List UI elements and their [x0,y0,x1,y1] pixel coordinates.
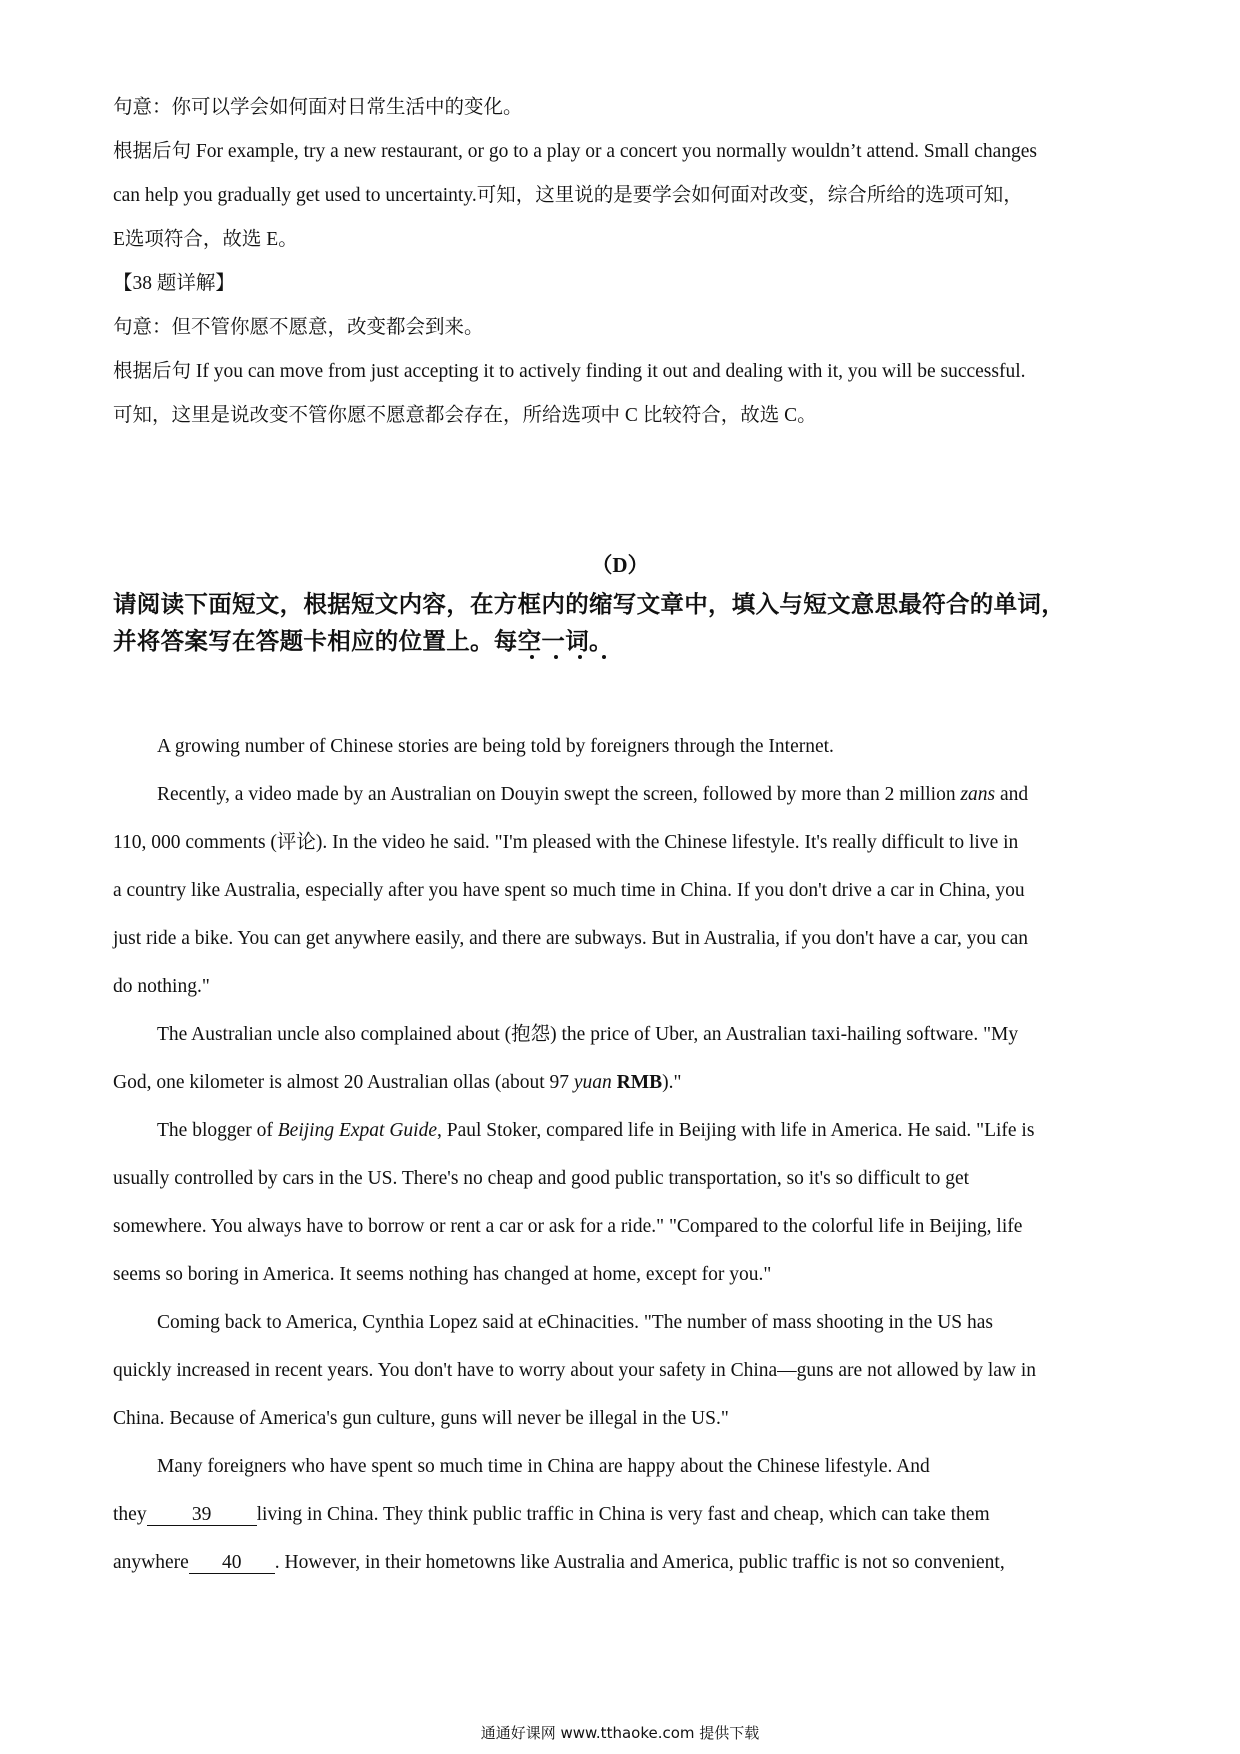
passage-paragraph-2-line1: Recently, a video made by an Australian on Douyin swept the screen, followed by more than 2 million zans and [157,784,1029,805]
answer-sentence-meaning-38: 句意：但不管你愿不愿意，改变都会到来。 [113,317,484,338]
passage-paragraph-2-line5: do nothing." [113,976,210,997]
answer-explanation-37-line2: can help you gradually get used to uncertainty.可知，这里说的是要学会如何面对改变，综合所给的选项可知， [113,185,1023,206]
emphasis-dots [528,655,618,663]
section-title: （D） [591,553,649,577]
instruction-line-1: 请阅读下面短文，根据短文内容，在方框内的缩写文章中，填入与短文意思最符合的单词， [113,590,1065,618]
passage-paragraph-5-line2: quickly increased in recent years. You don't have to worry about your safety in China—guns are not allowed by law in [113,1360,1037,1381]
answer-explanation-38-line2: 可知，这里是说改变不管你愿不愿意都会存在，所给选项中 C 比较符合，故选 C。 [113,405,817,426]
italic-word-zans: zans [960,784,996,805]
passage-paragraph-2-line3: a country like Australia, especially after you have spent so much time in China. If you don't drive a car in China, you [113,880,1025,901]
blank-39[interactable]: 39 [147,1505,257,1526]
bold-word-rmb: RMB [611,1072,663,1093]
question-38-heading: 【38 题详解】 [113,273,235,294]
italic-title-beijing-expat-guide: Beijing Expat Guide [277,1120,437,1141]
passage-paragraph-4-line2: usually controlled by cars in the US. There's no cheap and good public transportation, so it's so difficult to get [113,1168,970,1189]
passage-paragraph-4-line4: seems so boring in America. It seems nothing has changed at home, except for you." [113,1264,772,1285]
passage-paragraph-6-line1: Many foreigners who have spent so much time in China are happy about the Chinese lifestyle. And [157,1456,930,1477]
passage-paragraph-6-line2: they 39 living in China. They think public traffic in China is very fast and cheap, which can take them [113,1504,990,1525]
answer-sentence-meaning-37: 句意：你可以学会如何面对日常生活中的变化。 [113,97,523,118]
italic-word-yuan: yuan [573,1072,612,1093]
answer-explanation-38-line1: 根据后句 If you can move from just accepting it to actively finding it out and dealing with it, you will be successful. [113,361,1026,382]
answer-explanation-37-line1: 根据后句 For example, try a new restaurant, or go to a play or a concert you normally wouldn’t attend. Small changes [113,141,1038,162]
instruction-line-2: 并将答案写在答题卡相应的位置上。每空一词。 [113,627,613,655]
page-footer: 通通好课网 www.tthaoke.com 提供下载 [480,1724,760,1742]
blank-40[interactable]: 40 [189,1553,275,1574]
passage-paragraph-3-line1: The Australian uncle also complained about (抱怨) the price of Uber, an Australian taxi-hailing software. "My [157,1024,1019,1045]
passage-paragraph-5-line1: Coming back to America, Cynthia Lopez said at eChinacities. "The number of mass shooting in the US has [157,1312,994,1333]
passage-paragraph-2-line4: just ride a bike. You can get anywhere easily, and there are subways. But in Australia, if you don't have a car, you can [113,928,1028,949]
passage-paragraph-4-line3: somewhere. You always have to borrow or rent a car or ask for a ride." "Compared to the colorful life in Beijing, life [113,1216,1023,1237]
passage-paragraph-2-line2: 110, 000 comments (评论). In the video he said. "I'm pleased with the Chinese lifestyle. It's really difficult to live in [113,832,1019,853]
passage-paragraph-3-line2: God, one kilometer is almost 20 Australian ollas (about 97 yuan RMB)." [113,1072,682,1093]
answer-explanation-37-line3: E选项符合，故选 E。 [113,229,298,250]
passage-paragraph-1: A growing number of Chinese stories are being told by foreigners through the Internet. [157,736,834,757]
passage-paragraph-6-line3: anywhere 40 . However, in their hometowns like Australia and America, public traffic is not so convenient, [113,1552,1005,1573]
passage-paragraph-4-line1: The blogger of Beijing Expat Guide, Paul Stoker, compared life in Beijing with life in America. He said. "Life is [157,1120,1035,1141]
passage-paragraph-5-line3: China. Because of America's gun culture, guns will never be illegal in the US." [113,1408,729,1429]
